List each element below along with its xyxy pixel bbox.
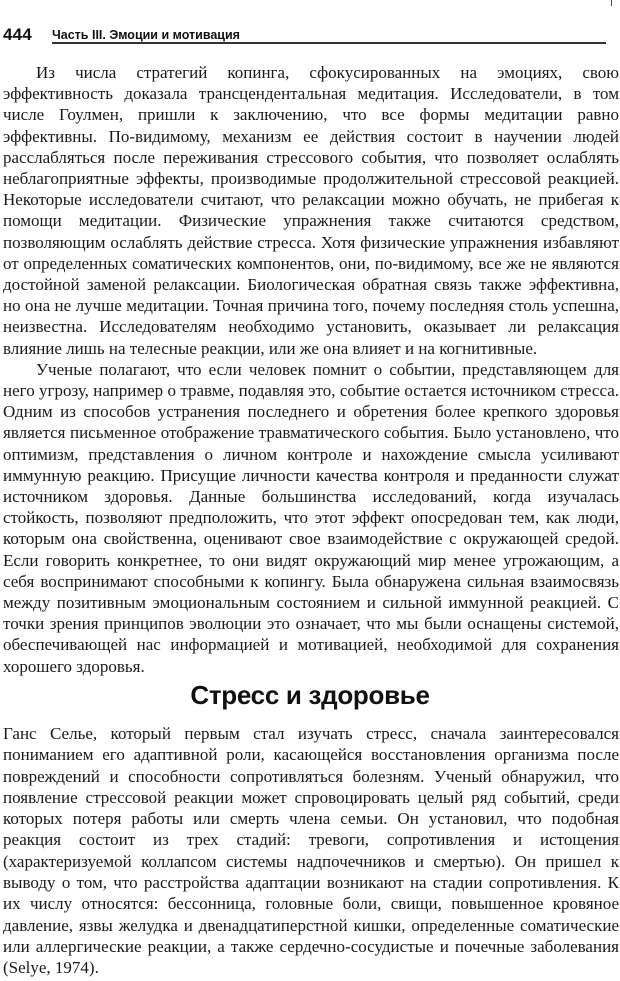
paragraph-trauma-immunity: Ученые полагают, что если человек помнит о событии, представляющем для него угрозу, например о травме, подавляя это, событие остается источником стресса. Одним из способов устранения последнего и обретения более крепкого здоровья является письменное отображение травматического события. Было установлено, что оптимизм, представления о личном контроле и нахождение смысла усиливают иммунную реакцию. Присущие личности качества контроля и преданности служат источником здоровья. Данные большинства исследований, когда изучалась стойкость, позволяют предположить, что этот эффект опосредован тем, как люди, которым она свойственна, оценивают свое взаимодействие с окружающей средой. Если говорить конкретнее, то они видят окружающий мир менее угрожающим, а себя воспринимают способными к копингу. Была обнаружена сильная взаимосвязь между позитивным эмоциональным состоянием и сильной иммунной реакцией. С точки зрения принципов эволюции это означает, что мы были оснащены системой, обеспечивающей нас информацией и мотивацией, необходимой для сохранения хорошего здоровья. [3, 359, 619, 676]
chapter-title: Часть III. Эмоции и мотивация [52, 28, 240, 42]
header-rule [52, 42, 606, 44]
page-number: 444 [3, 25, 32, 44]
paragraph-selye: Ганс Селье, который первым стал изучать стресс, сначала заинтересовался пониманием его адаптивной роли, касающейся восстановления организма после повреждений и способности сопротивляться болезням. Ученый обнаружил, что появление стрессовой реакции может спровоцировать целый ряд событий, среди которых потеря работы или смерть члена семьи. Он установил, что подобная реакция состоит из трех стадий: тревоги, сопротивления и истощения (характеризуемой коллапсом системы надпочечников и смертью). Он пришел к выводу о том, что расстройства адаптации возникают на стадии сопротивления. К их числу относятся: бессонница, головные боли, свищи, повышенное кровяное давление, язвы желудка и двенадцатиперстной кишки, определенные соматические или аллергические реакции, а также сердечно-сосудистые и почечные заболевания (Selye, 1974). [3, 724, 619, 978]
corner-mark [611, 0, 612, 6]
section-heading: Стресс и здоровье [190, 680, 430, 710]
paragraph-meditation: Из числа стратегий копинга, сфокусированных на эмоциях, свою эффективность доказала трансцендентальная медитация. Исследователи, в том числе Гоулмен, пришли к заключению, что все формы медитации равно эффективны. По-видимому, механизм ее действия состоит в научении людей расслабляться после переживания стрессового события, что позволяет ослаблять неблагоприятные эффекты, производимые продолжительной стрессовой реакцией. Некоторые исследователи считают, что релаксации можно обучать, не прибегая к помощи медитации. Физические упражнения также считаются средством, позволяющим ослаблять действие стресса. Хотя физические упражнения избавляют от определенных соматических компонентов, они, по-видимому, все же не являются достойной заменой релаксации. Биологическая обратная связь также эффективна, но она не лучше медитации. Точная причина того, почему последняя столь успешна, неизвестна. Исследователям необходимо установить, оказывает ли релаксация влияние лишь на телесные реакции, или же она влияет и на когнитивные. [3, 63, 619, 358]
body-text [3, 62, 619, 677]
running-head [0, 22, 620, 46]
section-text [3, 723, 619, 979]
